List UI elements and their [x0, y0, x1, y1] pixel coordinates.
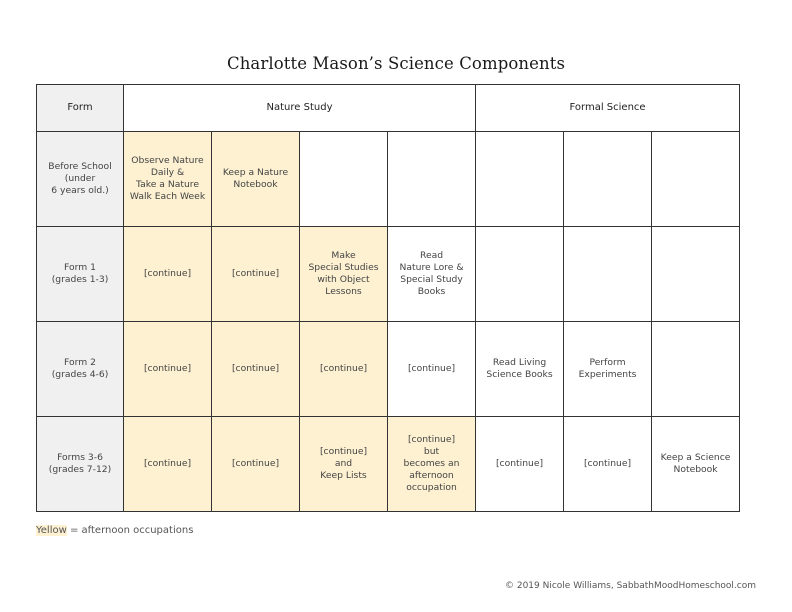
table-cell [300, 132, 388, 227]
table-cell: [continue] but becomes an afternoon occupation [388, 417, 476, 512]
table-cell: Make Special Studies with Object Lessons [300, 227, 388, 322]
header-formal-science: Formal Science [476, 85, 740, 132]
copyright-footer: © 2019 Nicole Williams, SabbathMoodHomeschool.com [504, 581, 756, 591]
table-cell: [continue] [212, 322, 300, 417]
table-cell [564, 132, 652, 227]
table-cell: [continue] [300, 322, 388, 417]
table-cell [564, 227, 652, 322]
row-label: Form 2 (grades 4-6) [37, 322, 124, 417]
table-cell: Observe Nature Daily & Take a Nature Walk Each Week [124, 132, 212, 227]
table-cell: [continue] [124, 227, 212, 322]
header-form: Form [37, 85, 124, 132]
table-cell [388, 132, 476, 227]
table-cell: [continue] [212, 227, 300, 322]
row-label: Before School (under 6 years old.) [37, 132, 124, 227]
table-cell: [continue] [564, 417, 652, 512]
table-cell: [continue] [388, 322, 476, 417]
table-cell [476, 132, 564, 227]
row-label: Forms 3-6 (grades 7-12) [37, 417, 124, 512]
table-row [37, 132, 740, 227]
legend-text: = afternoon occupations [66, 525, 194, 536]
table-cell: Read Living Science Books [476, 322, 564, 417]
table-cell: [continue] [124, 322, 212, 417]
table-cell: Read Nature Lore & Special Study Books [388, 227, 476, 322]
table-cell: Keep a Science Notebook [652, 417, 740, 512]
table-cell: [continue] and Keep Lists [300, 417, 388, 512]
table-header-row [37, 85, 740, 132]
table-cell [652, 132, 740, 227]
table-cell [476, 227, 564, 322]
table-row [37, 322, 740, 417]
table-cell: [continue] [476, 417, 564, 512]
row-label: Form 1 (grades 1-3) [37, 227, 124, 322]
table-cell: Perform Experiments [564, 322, 652, 417]
header-nature-study: Nature Study [124, 85, 476, 132]
page-title: Charlotte Mason’s Science Components [226, 54, 566, 73]
table-cell [652, 322, 740, 417]
table-cell: [continue] [212, 417, 300, 512]
science-components-table [36, 84, 740, 512]
legend [36, 525, 193, 536]
table-cell: Keep a Nature Notebook [212, 132, 300, 227]
table-cell: [continue] [124, 417, 212, 512]
table-row [37, 227, 740, 322]
legend-highlight-word: Yellow [36, 525, 67, 536]
table-cell [652, 227, 740, 322]
table-row [37, 417, 740, 512]
